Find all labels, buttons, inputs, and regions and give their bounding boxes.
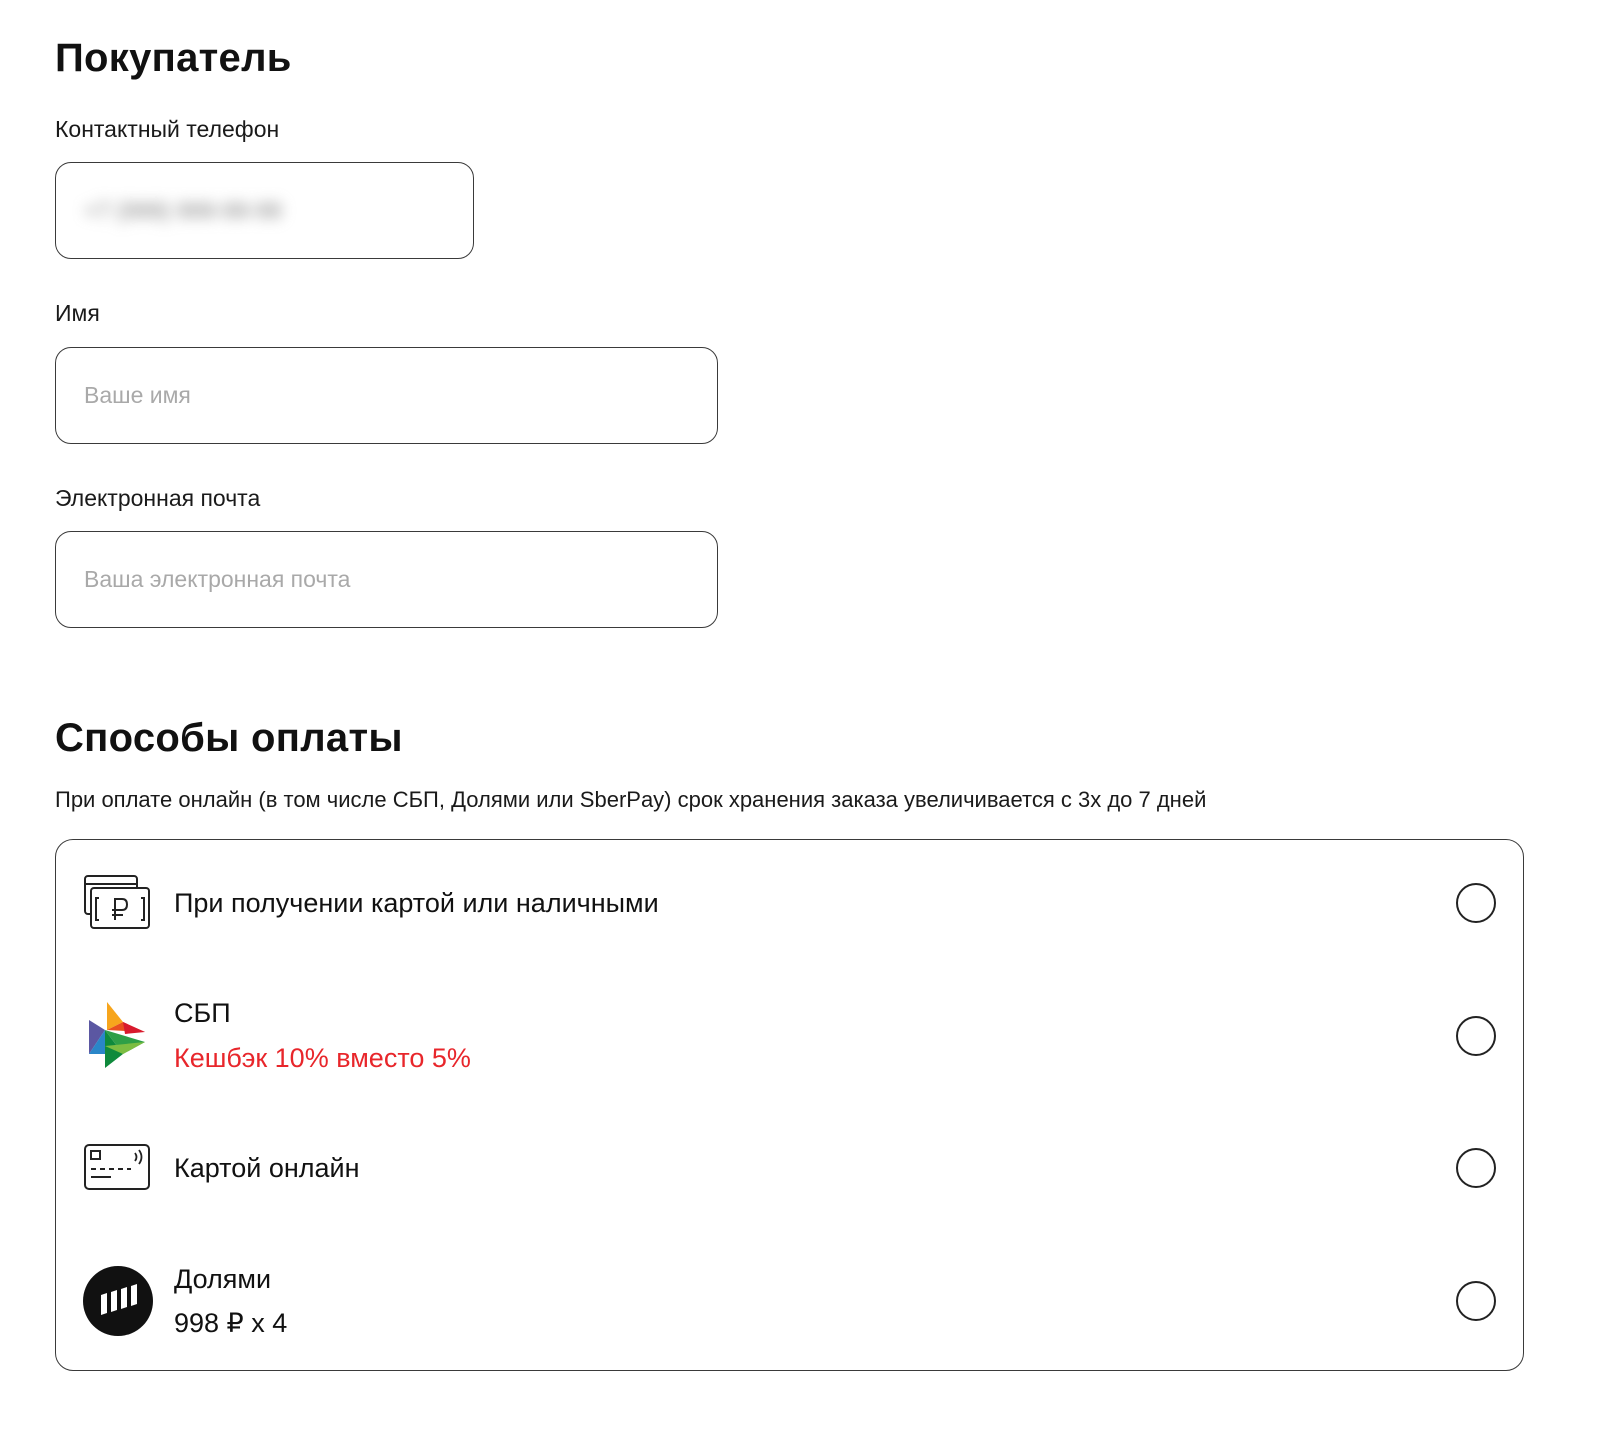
payment-methods-list — [55, 839, 1524, 1371]
phone-field[interactable] — [55, 162, 474, 259]
phone-label: Контактный телефон — [55, 116, 280, 142]
payment-method-title: При получении картой или наличными — [174, 888, 659, 918]
payment-method-radio[interactable] — [1456, 1281, 1496, 1321]
sbp-logo-icon — [83, 1002, 147, 1068]
payment-method-radio[interactable] — [1456, 883, 1496, 923]
payment-info-text: При оплате онлайн (в том числе СБП, Долями или SberPay) срок хранения заказа увеличивается с 3х до 7 дней — [55, 787, 1207, 812]
payment-method-title: Долями — [174, 1264, 272, 1294]
payment-method-radio[interactable] — [1456, 1148, 1496, 1188]
payment-method-dolyami[interactable] — [56, 1260, 1523, 1355]
payment-method-title: Картой онлайн — [174, 1153, 360, 1183]
payment-method-on-delivery[interactable] — [56, 870, 1523, 940]
installment-amount-text: 998 ₽ x 4 — [174, 1308, 288, 1338]
email-label: Электронная почта — [55, 485, 261, 511]
buyer-section-title: Покупатель — [55, 36, 292, 80]
name-input[interactable] — [55, 347, 718, 444]
payment-section-title: Способы оплаты — [55, 716, 403, 760]
email-input[interactable] — [55, 531, 718, 628]
dolyami-logo-icon — [83, 1266, 153, 1336]
cashback-promo-text: Кешбэк 10% вместо 5% — [174, 1043, 471, 1073]
payment-method-card-online[interactable] — [56, 1135, 1523, 1205]
name-label: Имя — [55, 300, 100, 326]
bank-card-contactless-icon — [83, 1143, 151, 1191]
payment-method-title: СБП — [174, 998, 231, 1028]
payment-method-radio[interactable] — [1456, 1016, 1496, 1056]
phone-value-blurred: +7 (999) 999-99-99 — [84, 197, 282, 223]
cash-card-ruble-icon — [83, 874, 151, 930]
payment-method-sbp[interactable] — [56, 990, 1523, 1085]
